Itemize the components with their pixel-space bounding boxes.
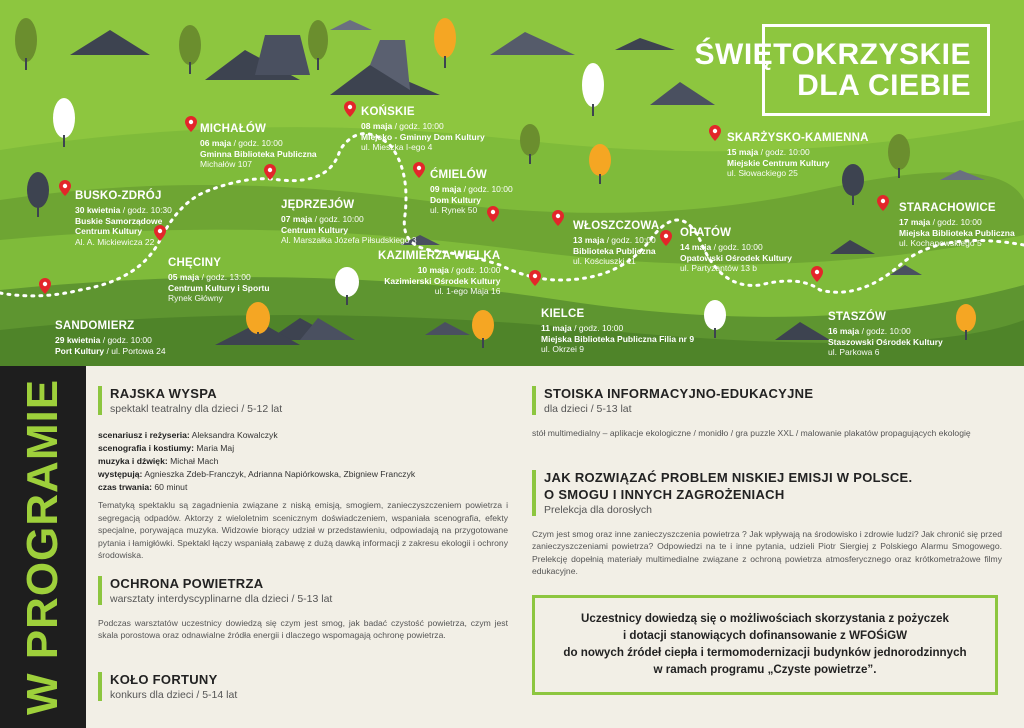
credit-label: scenariusz i reżyseria:: [98, 430, 190, 440]
stop-sandomierz: SANDOMIERZ 29 kwietnia / godz. 10:00 Port Kultury / ul. Portowa 24: [55, 320, 166, 356]
stop-address: ul. Kochanowskiego 5: [899, 238, 982, 249]
section-ochrona-powietrza: [98, 576, 508, 642]
location-pin-icon[interactable]: [413, 162, 425, 178]
credit-value: 60 minut: [154, 481, 188, 492]
title-line-1: ŚWIĘTOKRZYSKIE: [694, 37, 971, 71]
stop-time: godz. 10:00: [399, 121, 444, 131]
stop-date: 30 kwietnia: [75, 205, 121, 215]
stop-city: JĘDRZEJÓW: [281, 199, 355, 211]
stop-city: ĆMIELÓW: [430, 169, 487, 181]
stop-address: Michałów 107: [200, 159, 252, 170]
stop-date: 09 maja: [430, 184, 462, 194]
credit-label: muzyka i dźwięk:: [98, 455, 168, 466]
stop-staszow: STASZÓW 16 maja / godz. 10:00 Staszowski Ośrodek Kultury ul. Parkowa 6: [828, 311, 943, 358]
stop-time: godz. 13:00: [206, 272, 251, 282]
title-line-2: DLA CIEBIE: [797, 69, 971, 102]
credit-value: Aleksandra Kowalczyk: [191, 430, 278, 440]
section-stoiska: [532, 386, 1002, 439]
credit-value: Michał Mach: [170, 455, 219, 466]
credit-label: występują:: [98, 468, 143, 479]
stop-venue: Opatowski Ośrodek Kultury: [680, 252, 792, 263]
stop-city: SANDOMIERZ: [55, 320, 135, 332]
stop-time: godz. 10:00: [456, 265, 501, 275]
stop-address: ul. 1-ego Maja 16: [434, 286, 501, 297]
stop-date: 13 maja: [573, 235, 605, 245]
notice-line-1: Uczestnicy dowiedzą się o możliwościach skorzystania z pożyczek: [581, 612, 949, 626]
stop-venue: Staszowski Ośrodek Kultury: [828, 336, 943, 347]
stop-kielce: KIELCE 11 maja / godz. 10:00 Miejska Biblioteka Publiczna Filia nr 9 ul. Okrzei 9: [541, 308, 695, 355]
stop-date: 14 maja: [680, 242, 712, 252]
stop-address: ul. Mieszka I-ego 4: [361, 142, 433, 153]
section-title: KOŁO FORTUNY: [110, 672, 218, 687]
section-title-line-1: JAK ROZWIĄZAĆ PROBLEM NISKIEJ EMISJI W POLSCE.: [544, 470, 913, 485]
stop-address: ul. Partyzantów 13 b: [680, 263, 758, 274]
stop-time: godz. 10:00: [468, 184, 513, 194]
credit-label: czas trwania:: [98, 481, 152, 492]
stop-time: godz. 10:00: [319, 214, 364, 224]
stop-city: SKARŻYSKO-KAMIENNA: [727, 132, 869, 144]
stop-city: STARACHOWICE: [899, 202, 996, 214]
stop-cmielow: ĆMIELÓW 09 maja / godz. 10:00 Dom Kultury ul. Rynek 50: [430, 169, 513, 216]
stop-city: MICHAŁÓW: [200, 123, 267, 135]
stop-venue: Gminna Biblioteka Publiczna: [200, 148, 317, 159]
stop-address: ul. Parkowa 6: [828, 347, 880, 358]
stop-date: 17 maja: [899, 217, 931, 227]
stop-venue: Miejska Biblioteka Publiczna Filia nr 9: [541, 333, 695, 344]
notice-line-4: w ramach programu „Czyste powietrze”.: [653, 662, 877, 676]
stop-city: WŁOSZCZOWA: [573, 220, 660, 232]
stop-time: godz. 10:00: [866, 326, 911, 336]
stop-venue-2: Centrum Kultury: [75, 226, 143, 237]
stop-date: 15 maja: [727, 147, 759, 157]
stop-address: Rynek Główny: [168, 293, 223, 304]
notice-line-2: i dotacji stanowiących dofinansowanie z WFOŚiGW: [622, 629, 908, 643]
stop-address: ul. Słowackiego 25: [727, 168, 798, 179]
stop-date: 29 kwietnia: [55, 335, 101, 345]
stop-busko-zdroj: BUSKO-ZDRÓJ 30 kwietnia / godz. 10:30 Buskie Samorządowe Centrum Kultury Al. A. Mickiewicza 22: [75, 190, 172, 247]
stop-venue: Centrum Kultury: [281, 224, 349, 235]
stop-city: STASZÓW: [828, 311, 887, 323]
stop-date: 06 maja: [200, 138, 232, 148]
location-pin-icon[interactable]: [552, 210, 564, 226]
stop-city: OPATÓW: [680, 227, 732, 239]
stop-skarzysko-kamienna: SKARŻYSKO-KAMIENNA 15 maja / godz. 10:00 Miejskie Centrum Kultury ul. Słowackiego 25: [727, 132, 869, 179]
section-subtitle: warsztaty interdyscyplinarne dla dzieci / 5-13 lat: [110, 593, 333, 605]
stop-venue: Buskie Samorządowe: [75, 215, 163, 226]
location-pin-icon[interactable]: [811, 266, 823, 282]
stop-city: KIELCE: [541, 308, 585, 320]
notice-line-3: do nowych źródeł ciepła i termomodernizacji budynków jednorodzinnych: [563, 646, 967, 659]
stop-address: ul. Portowa 24: [111, 345, 166, 356]
location-pin-icon[interactable]: [59, 180, 71, 196]
section-subtitle: spektakl teatralny dla dzieci / 5-12 lat: [110, 403, 283, 415]
stop-city: KOŃSKIE: [361, 106, 415, 118]
title-box: [694, 24, 990, 116]
stop-date: 08 maja: [361, 121, 393, 131]
stop-time: godz. 10:00: [238, 138, 283, 148]
stop-venue: Biblioteka Publiczna: [573, 245, 656, 256]
stop-time: godz. 10:00: [937, 217, 982, 227]
stop-time: godz. 10:00: [765, 147, 810, 157]
section-body: stół multimedialny – aplikacje ekologiczne / monidło / gra puzzle XXL / malowanie plakatów propagujących ekologię: [532, 428, 971, 438]
section-rajska-wyspa: [98, 386, 508, 562]
stop-checiny: CHĘCINY 05 maja / godz. 13:00 Centrum Kultury i Sportu Rynek Główny: [168, 257, 270, 304]
section-body: Tematyką spektaklu są zagadnienia związane z niską emisją, smogiem, zanieczyszczeniem powietrza i segregacją odpadów. Aktorzy z wieloletnim scenicznym doświadczeniem, wspaniała scenografia, efekty specjalne, porywająca muzyka. Widzowie biorący udział w przedstawieniu, odpowiadają na przygotowane pytania i łamigłówki. Spektakl łączy wspaniałą zabawę z dużą dawką informacji z zakresu ekologii i ochrony środowiska.: [98, 500, 508, 561]
stop-time: godz. 10:00: [611, 235, 656, 245]
stop-city: CHĘCINY: [168, 257, 222, 269]
section-body: Czym jest smog oraz inne zanieczyszczenia powietrza ? Jak wpływają na środowisko i zdrowie ludzi? Jak chronić się przed zanieczyszczeniami powietrza? Odpowiedzi na te i inne pytania, udzieli Piotr Siergiej z Polskiego Alarmu Smogowego. Prelekcję dopełnią materiały multimedialne związane z ochroną powietrza atmosferycznego oraz krótkometrażowe filmy edukacyjne.: [532, 529, 1002, 577]
stop-date: 11 maja: [541, 323, 572, 333]
credit-value: Maria Maj: [196, 442, 235, 453]
stop-city: KAZIMIERZA WIELKA: [378, 250, 501, 262]
stop-time: godz. 10:00: [718, 242, 763, 252]
location-pin-icon[interactable]: [529, 270, 541, 286]
stop-address: Al. Marszałka Józefa Piłsudskiego 3: [281, 235, 417, 246]
stop-jedrzejow: JĘDRZEJÓW 07 maja / godz. 10:00 Centrum Kultury Al. Marszałka Józefa Piłsudskiego 3: [281, 199, 417, 246]
stop-city: BUSKO-ZDRÓJ: [75, 190, 162, 202]
stop-address: ul. Okrzei 9: [541, 344, 584, 355]
stop-venue: Kazimierski Ośrodek Kultury: [384, 275, 501, 286]
stop-time: godz. 10:00: [578, 323, 624, 333]
stop-address: ul. Rynek 50: [430, 205, 478, 216]
stop-date: 16 maja: [828, 326, 860, 336]
stop-michalow: MICHAŁÓW 06 maja / godz. 10:00 Gminna Biblioteka Publiczna Michałów 107: [200, 123, 317, 170]
stop-starachowice: STARACHOWICE 17 maja / godz. 10:00 Miejska Biblioteka Publiczna ul. Kochanowskiego 5: [899, 202, 1015, 249]
sidebar-label: W PROGRAMIE: [18, 378, 67, 716]
stop-venue: Miejsko - Gminny Dom Kultury: [361, 131, 485, 142]
section-kolo-fortuny: [98, 672, 508, 701]
credit-value: Agnieszka Zdeb-Franczyk, Adrianna Napiórkowska, Zbigniew Franczyk: [144, 468, 416, 479]
stop-date: 10 maja: [417, 265, 449, 275]
stop-date: 05 maja: [168, 272, 200, 282]
section-subtitle: Prelekcja dla dorosłych: [544, 504, 652, 516]
notice-box: [532, 595, 998, 695]
stop-time: godz. 10:00: [107, 335, 152, 345]
section-title: RAJSKA WYSPA: [110, 386, 217, 401]
section-subtitle: dla dzieci / 5-13 lat: [544, 403, 632, 415]
stop-wloszczowa: WŁOSZCZOWA 13 maja / godz. 10:00 Biblioteka Publiczna ul. Kościuszki 11: [573, 220, 660, 267]
credit-label: scenografia i kostiumy:: [98, 442, 194, 453]
stop-venue: Centrum Kultury i Sportu: [168, 282, 270, 293]
stop-venue: Dom Kultury: [430, 194, 481, 205]
stop-venue: Port Kultury: [55, 345, 105, 356]
section-subtitle: konkurs dla dzieci / 5-14 lat: [110, 689, 238, 701]
location-pin-icon[interactable]: [185, 116, 197, 132]
section-title: OCHRONA POWIETRZA: [110, 576, 264, 591]
stop-kazimierza-wielka: KAZIMIERZA WIELKA 10 maja / godz. 10:00 Kazimierski Ośrodek Kultury ul. 1-ego Maja 16: [378, 250, 501, 297]
credits-list: [98, 429, 508, 493]
section-title-line-2: O SMOGU I INNYCH ZAGROŻENIACH: [544, 487, 785, 502]
stop-venue: Miejska Biblioteka Publiczna: [899, 227, 1015, 238]
location-pin-icon[interactable]: [877, 195, 889, 211]
location-pin-icon[interactable]: [660, 230, 672, 246]
program-sidebar: [0, 366, 86, 728]
stop-opatow: OPATÓW 14 maja / godz. 10:00 Opatowski Ośrodek Kultury ul. Partyzantów 13 b: [680, 227, 792, 274]
section-title: STOISKA INFORMACYJNO-EDUKACYJNE: [544, 386, 814, 401]
location-pin-icon[interactable]: [344, 101, 356, 117]
location-pin-icon[interactable]: [39, 278, 51, 294]
location-pin-icon[interactable]: [709, 125, 721, 141]
section-body: Podczas warsztatów uczestnicy dowiedzą się czym jest smog, jak badać czystość powietrza, czym jest skala porostowa oraz odnawialne źródła energii i dlaczego wspomagają ochronę powietrza.: [98, 618, 508, 641]
stop-venue: Miejskie Centrum Kultury: [727, 157, 830, 168]
stop-address: ul. Kościuszki 11: [573, 256, 636, 267]
stop-address: Al. A. Mickiewicza 22: [75, 236, 155, 247]
stop-time: godz. 10:30: [127, 205, 172, 215]
section-smog: [532, 470, 1002, 578]
stop-konskie: KOŃSKIE 08 maja / godz. 10:00 Miejsko - Gminny Dom Kultury ul. Mieszka I-ego 4: [361, 106, 485, 153]
stop-date: 07 maja: [281, 214, 313, 224]
